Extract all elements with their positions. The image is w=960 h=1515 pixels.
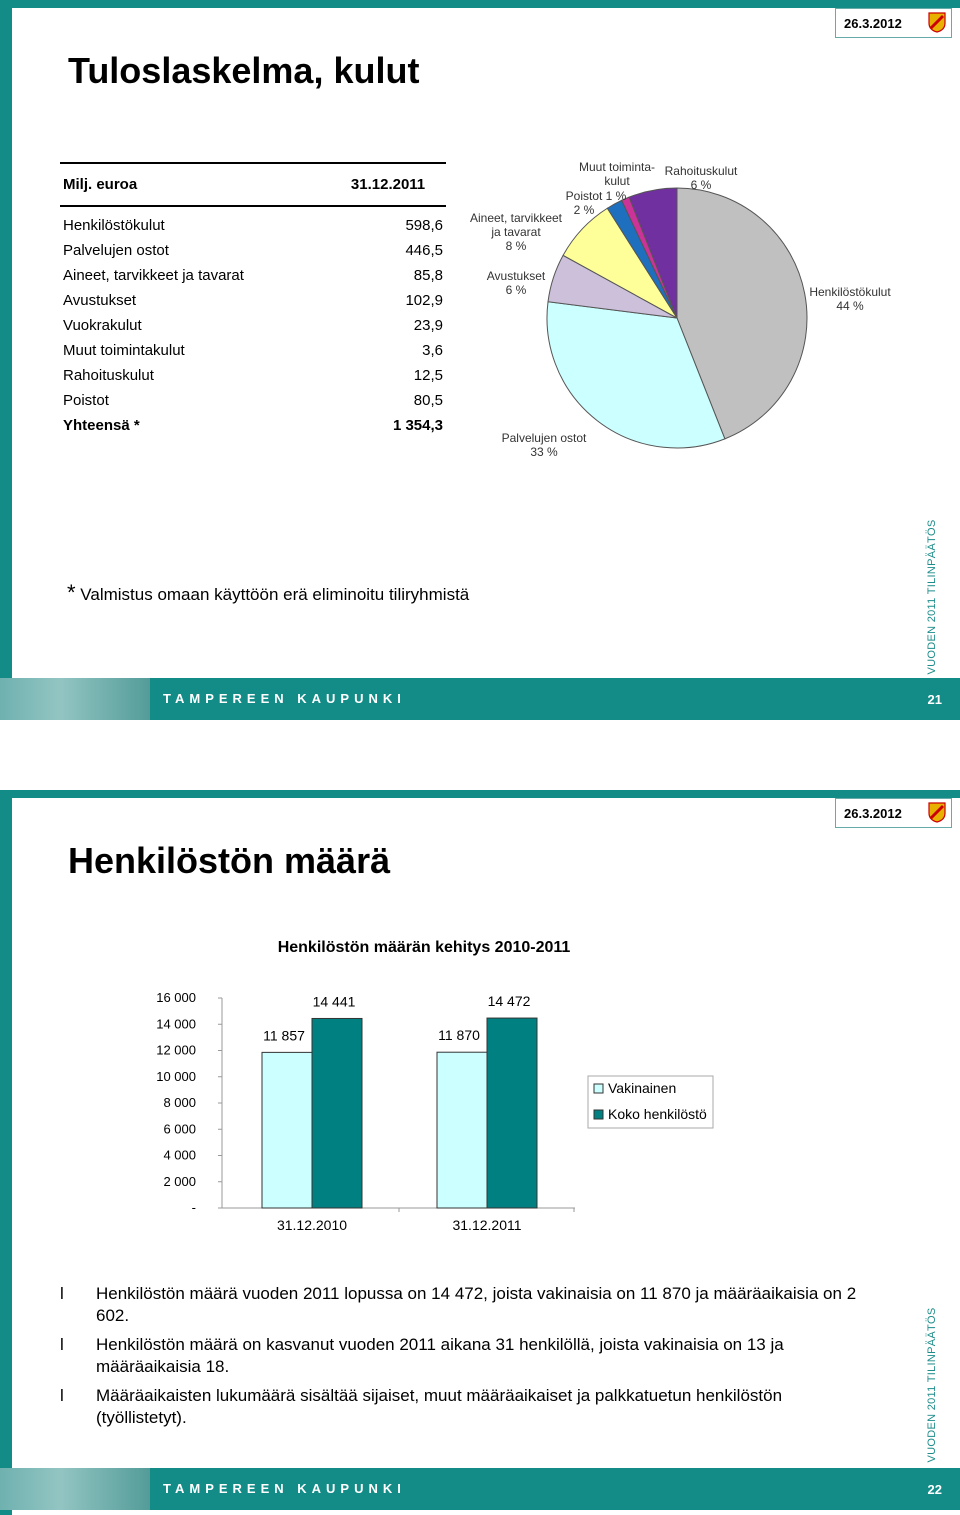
pie-label: Avustukset 6 % [486,269,546,297]
side-label-text: VUODEN 2011 TILINPÄÄTÖS [926,519,938,675]
footer-bar [0,1468,960,1510]
pie-label: Henkilöstökulut 44 % [809,285,891,313]
bullet-text: Henkilöstön määrä on kasvanut vuoden 2011 aikana 31 henkilöllä, joista vakinaisia on 13 ja määräaikaisia 18. [96,1335,784,1376]
table-row [60,313,446,338]
bullet-item [60,1283,860,1327]
row-label: Rahoituskulut [63,366,154,384]
footer-photo [0,1468,150,1510]
legend-label: Vakinainen [608,1080,677,1096]
pie-label: Poistot 1 % [565,189,627,203]
y-tick-label: 14 000 [156,1016,196,1032]
table-row [60,206,446,238]
table-row [60,338,446,363]
pie-label: Palvelujen ostot 33 % [501,431,587,459]
bullet-item [60,1385,860,1429]
slide-date: 26.3.2012 [844,806,902,821]
bar-koko-henkilosto [312,1018,362,1208]
x-tick-label: 31.12.2010 [276,1217,348,1233]
row-label: Muut toimintakulut [63,341,185,359]
bullet-marker: l [60,1335,64,1354]
row-label: Henkilöstökulut [63,216,165,234]
cost-pie-chart [460,150,960,470]
bar-vakinainen [262,1052,312,1208]
footer-bar [0,678,960,720]
x-tick-label: 31.12.2011 [452,1217,522,1233]
slide-21 [0,0,960,720]
row-value: 85,8 [413,266,443,284]
table-row [60,263,446,288]
y-tick-label: 10 000 [156,1068,196,1084]
bullet-list [60,1283,860,1436]
row-value: 12,5 [413,366,443,384]
footnote-text: Valmistus omaan käyttöön erä eliminoitu tiliryhmistä [80,585,470,604]
date-box [835,8,952,38]
page-title: Henkilöstön määrä [68,840,391,881]
footnote [67,580,469,606]
row-value: 80,5 [413,391,443,409]
row-label: Poistot [63,391,109,409]
footer-photo [0,678,150,720]
top-bar [0,790,960,798]
table-row [60,413,446,438]
cost-table [60,162,446,438]
y-tick-label: 2 000 [163,1173,196,1189]
page-number: 21 [927,692,942,707]
row-value: 598,6 [405,216,443,234]
table-row [60,288,446,313]
y-tick-label: - [191,1200,196,1215]
y-tick-label: 12 000 [156,1042,196,1058]
row-value: 23,9 [413,316,443,334]
side-label [920,1307,944,1463]
page-number: 22 [927,1482,942,1497]
bullet-item [60,1334,860,1378]
table-row [60,238,446,263]
y-tick-label: 4 000 [163,1147,196,1163]
top-bar [0,0,960,8]
bar-vakinainen [437,1052,487,1208]
bullet-marker: l [60,1284,64,1303]
legend-swatch [594,1110,603,1119]
slide-date: 26.3.2012 [844,16,902,31]
legend-swatch [594,1084,603,1093]
bar-data-label: 14 441 [312,993,356,1010]
row-label: Aineet, tarvikkeet ja tavarat [63,266,244,284]
bar-koko-henkilosto [487,1018,537,1208]
row-value: 3,6 [422,341,443,359]
row-value: 446,5 [405,241,443,259]
city-crest-icon [928,12,946,33]
footer-city: TAMPEREEN KAUPUNKI [163,691,406,706]
footnote-star: * [67,580,76,605]
row-value: 1 354,3 [392,416,443,434]
bullet-text: Määräaikaisten lukumäärä sisältää sijaiset, muut määräaikaiset ja palkkatuetun henkilöstön (työllistetyt). [96,1386,783,1427]
table-header [60,163,446,206]
left-bar [0,790,12,1515]
row-label: Avustukset [63,291,137,309]
row-label: Palvelujen ostot [63,241,169,259]
bullet-text: Henkilöstön määrä vuoden 2011 lopussa on 14 472, joista vakinaisia on 11 870 ja määräaikaisia on 2 602. [96,1284,857,1325]
y-tick-label: 16 000 [156,990,196,1005]
bar-data-label: 11 857 [263,1027,305,1044]
table-header-date: 31.12.2011 [330,163,446,206]
side-label [920,519,944,675]
bar-data-label: 11 870 [438,1027,480,1044]
row-label: Yhteensä * [63,416,140,434]
pie-label: Rahoituskulut 6 % [664,164,738,192]
side-label-text: VUODEN 2011 TILINPÄÄTÖS [926,1307,938,1463]
y-tick-label: 8 000 [163,1095,196,1110]
pie-label: 2 % [573,203,595,217]
bullet-marker: l [60,1386,64,1405]
table-row [60,388,446,413]
pie-label: Muut toiminta-kulut [578,160,656,188]
headcount-bar-chart [130,930,830,1260]
date-box [835,798,952,828]
footer-city: TAMPEREEN KAUPUNKI [163,1481,406,1496]
page-title: Tuloslaskelma, kulut [68,50,420,91]
city-crest-icon [928,802,946,823]
bar-data-label: 14 472 [487,993,531,1010]
table-header-unit: Milj. euroa [60,163,330,206]
chart-legend [588,1076,713,1128]
left-bar [0,0,12,720]
table-row [60,363,446,388]
row-label: Vuokrakulut [63,316,142,334]
row-value: 102,9 [405,291,443,309]
chart-title: Henkilöstön määrän kehitys 2010-2011 [277,939,571,956]
y-tick-label: 6 000 [163,1121,196,1137]
pie-label: Aineet, tarvikkeet ja tavarat 8 % [469,211,563,253]
legend-label: Koko henkilöstö [608,1106,707,1122]
